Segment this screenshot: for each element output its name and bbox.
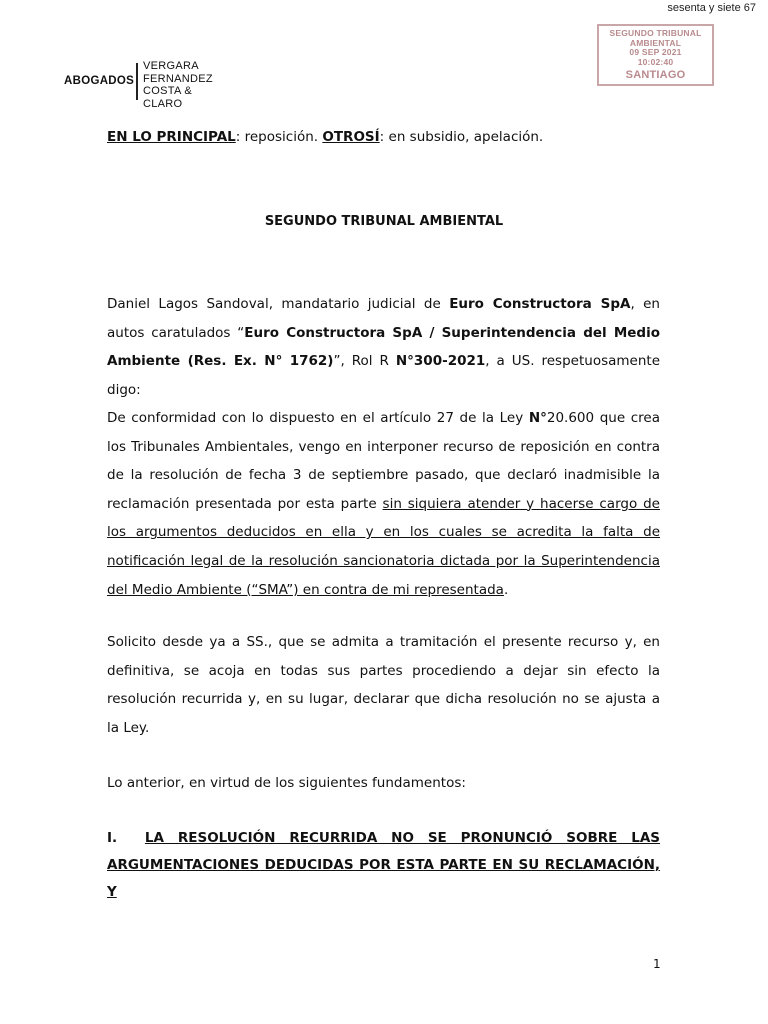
paragraph-request: [107, 404, 660, 604]
logo-firm-names: [143, 60, 213, 110]
logo-divider: [136, 63, 138, 100]
text-bold: N°: [528, 410, 547, 426]
text-run: , a US. respetuosamente digo:: [107, 353, 660, 398]
section-title-line: ARGUMENTACIONES DEDUCIDAS POR ESTA PARTE EN SU RECLAMACIÓN, Y: [107, 857, 660, 900]
text-run: .: [503, 581, 509, 598]
paragraph-petition: Solicito desde ya a SS., que se admita a tramitación el presente recurso y, en definitiva, se acoja en todas sus partes procediendo a dejar sin efecto la resolución recurrida y, en su lugar, declarar que dicha resolución no se ajusta a la Ley.: [107, 634, 660, 736]
logo-abogados: ABOGADOS: [64, 75, 135, 87]
court-stamp: [597, 24, 714, 86]
stamp-time: 10:02:40: [637, 56, 674, 67]
principal-label: EN LO PRINCIPAL: [107, 129, 236, 145]
otrosi-label: OTROSÍ: [322, 129, 380, 145]
logo-name-line: FERNANDEZ: [143, 72, 213, 85]
logo-name-line: VERGARA: [143, 60, 199, 72]
text-run: 20.600 que crea los Tribunales Ambientales, vengo en interponer recurso de reposición en contra de la resolución de fecha 3 de septiembre pasado, que declaró inadmisible la reclamación presentada por esta parte: [107, 410, 660, 512]
text-run: Daniel Lagos Sandoval, mandatario judicial de: [107, 296, 450, 312]
page-label: sesenta y siete 67: [667, 2, 756, 14]
stamp-city: SANTIAGO: [625, 69, 686, 81]
text-run: , en autos caratulados “: [107, 296, 660, 341]
otrosi-text: : en subsidio, apelación.: [379, 129, 544, 145]
text-run: ”, Rol R: [333, 353, 396, 370]
section-heading-1: [107, 825, 660, 906]
section-number: I.: [107, 830, 118, 846]
text-bold: Euro Constructora SpA / Superintendencia del Medio Ambiente (Res. Ex. N° 1762): [107, 324, 660, 370]
paragraph-grounds-intro: Lo anterior, en virtud de los siguientes fundamentos:: [107, 775, 466, 791]
section-title-line: LA RESOLUCIÓN RECURRIDA NO SE PRONUNCIÓ SOBRE LAS: [144, 830, 661, 846]
text-underlined: sin siquiera atender y hacerse cargo de los argumentos deducidos en ella y en los cuales se acredita la falta de notificación legal de la resolución sancionatoria dictada por la Superintendencia del Medio Ambiente (“SMA”) en contra de mi representada: [107, 495, 660, 598]
text-bold: Euro Constructora SpA: [449, 296, 631, 312]
text-bold: N°300-2021: [395, 353, 486, 370]
paragraph-intro: [107, 290, 660, 404]
section-line: [107, 825, 660, 852]
logo-name-line: COSTA & CLARO: [143, 85, 192, 110]
document-heading: [107, 129, 543, 145]
page-number: 1: [653, 957, 661, 971]
text-run: De conformidad con lo dispuesto en el artículo 27 de la Ley: [107, 410, 529, 426]
stamp-line: SEGUNDO TRIBUNAL: [609, 28, 702, 38]
stamp-line: AMBIENTAL: [629, 37, 682, 48]
stamp-date: 09 SEP 2021: [629, 47, 682, 57]
principal-text: : reposición.: [235, 129, 323, 145]
tribunal-title: SEGUNDO TRIBUNAL AMBIENTAL: [264, 214, 504, 229]
